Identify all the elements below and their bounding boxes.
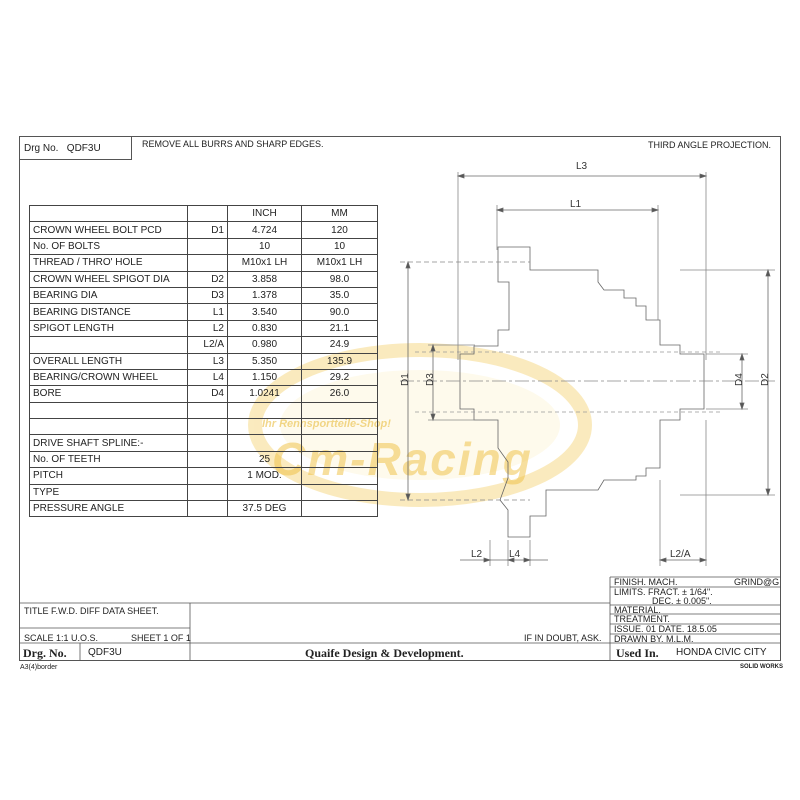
limits-fract-text: LIMITS. FRACT. ± 1/64". bbox=[614, 587, 713, 597]
material-text: MATERIAL. bbox=[614, 605, 661, 615]
col-inch: INCH bbox=[228, 206, 302, 222]
table-row: SPIGOT LENGTH L2 0.830 21.1 bbox=[30, 320, 378, 336]
part-outline bbox=[460, 247, 704, 537]
if-in-doubt-text: IF IN DOUBT, ASK. bbox=[524, 633, 602, 643]
sheet-text: SHEET 1 OF 1 bbox=[131, 633, 191, 643]
treatment-text: TREATMENT. bbox=[614, 614, 670, 624]
table-row: THREAD / THRO' HOLE M10x1 LH M10x1 LH bbox=[30, 255, 378, 271]
software-text: SOLID WORKS bbox=[740, 664, 783, 670]
scale-text: SCALE 1:1 U.O.S. bbox=[24, 633, 99, 643]
table-row: OVERALL LENGTH L3 5.350 135.9 bbox=[30, 353, 378, 369]
table-row: L2/A 0.980 24.9 bbox=[30, 337, 378, 353]
table-row: CROWN WHEEL BOLT PCD D1 4.724 120 bbox=[30, 222, 378, 238]
company-name: Quaife Design & Development. bbox=[305, 646, 464, 660]
table-row: TYPE bbox=[30, 484, 378, 500]
table-row: No. OF BOLTS 10 10 bbox=[30, 238, 378, 254]
table-row: PITCH 1 MOD. bbox=[30, 468, 378, 484]
label-l2a: L2/A bbox=[670, 549, 691, 560]
table-row: BEARING/CROWN WHEEL L4 1.150 29.2 bbox=[30, 369, 378, 385]
used-in-label: Used In. bbox=[616, 646, 659, 660]
label-l2: L2 bbox=[471, 549, 483, 560]
grind-text: GRIND@G bbox=[734, 577, 780, 587]
drg-no-label: Drg No. bbox=[24, 143, 59, 154]
header-note: REMOVE ALL BURRS AND SHARP EDGES. bbox=[142, 139, 324, 149]
drg-no-bottom-label: Drg. No. bbox=[23, 646, 67, 660]
table-row: PRESSURE ANGLE 37.5 DEG bbox=[30, 501, 378, 517]
col-mm: MM bbox=[302, 206, 378, 222]
label-d2: D2 bbox=[760, 373, 771, 386]
label-d4: D4 bbox=[734, 373, 745, 386]
label-l3: L3 bbox=[576, 161, 588, 172]
title-text: TITLE F.W.D. DIFF DATA SHEET. bbox=[24, 606, 159, 616]
drg-no-value: QDF3U bbox=[66, 143, 101, 154]
table-row: BEARING DIA D3 1.378 35.0 bbox=[30, 287, 378, 303]
table-row: DRIVE SHAFT SPLINE:- bbox=[30, 435, 378, 451]
watermark-subtitle: Ihr Rennsportteile-Shop! bbox=[262, 418, 391, 430]
label-l4: L4 bbox=[509, 549, 521, 560]
drawn-by-text: DRAWN BY. M.L.M. bbox=[614, 634, 694, 644]
limits-dec-text: DEC. ± 0.005". bbox=[652, 596, 712, 606]
table-row: BORE D4 1.0241 26.0 bbox=[30, 386, 378, 402]
label-d3: D3 bbox=[425, 373, 436, 386]
table-row: CROWN WHEEL SPIGOT DIA D2 3.858 98.0 bbox=[30, 271, 378, 287]
label-d1: D1 bbox=[400, 373, 411, 386]
issue-text: ISSUE. 01 DATE. 18.5.05 bbox=[614, 624, 717, 634]
table-row: BEARING DISTANCE L1 3.540 90.0 bbox=[30, 304, 378, 320]
projection-note: THIRD ANGLE PROJECTION. bbox=[648, 140, 772, 150]
table-row: No. OF TEETH 25 bbox=[30, 451, 378, 467]
watermark-title: Cm-Racing bbox=[272, 433, 533, 485]
sheet-size-text: A3(4)border bbox=[20, 664, 58, 671]
drg-no-bottom-value: QDF3U bbox=[88, 647, 122, 658]
finish-text: FINISH. MACH. bbox=[614, 577, 678, 587]
used-in-value: HONDA CIVIC CITY bbox=[676, 647, 767, 658]
label-l1: L1 bbox=[570, 199, 582, 210]
